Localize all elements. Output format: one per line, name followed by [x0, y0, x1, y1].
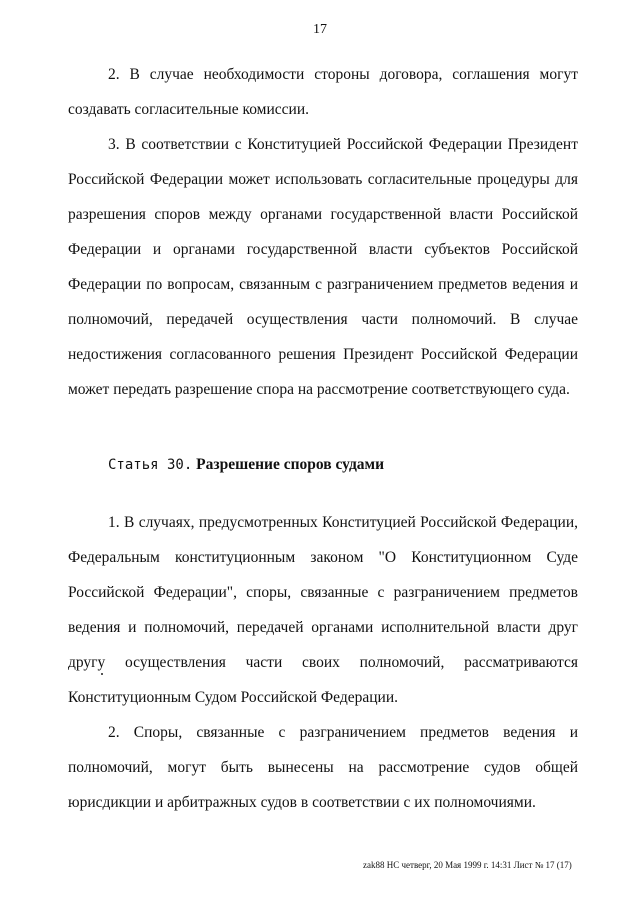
paragraph-3-president-procedures: 3. В соответствии с Конституцией Российской Федерации Президент Российской Федерации может использовать согласительные процедуры для разрешения споров между органами государственной власти Российской Федерации и органами государственной власти субъектов Российской Федерации по вопросам, связанным с разграничением предметов ведения и полномочий, передачей осуществления части полномочий. В случае недостижения согласованного решения Президент Российской Федерации может передать разрешение спора на рассмотрение соответствующего суда. [68, 136, 578, 398]
article-paragraph-1: 1. В случаях, предусмотренных Конституцией Российской Федерации, Федеральным конституционным законом "О Конституционном Суде Российской Федерации", споры, связанные с разграничением предметов ведения и полномочий, передачей органами исполнительной власти друг другу осуществления части своих полномочий, рассматриваются Конституционным Судом Российской Федерации. [68, 514, 578, 706]
page-footer: zak88 НС четверг, 20 Мая 1999 г. 14:31 Лист № 17 (17) [363, 860, 572, 870]
article-number: Статья 30. [108, 457, 193, 473]
article-heading [108, 456, 384, 474]
article-title: Разрешение споров судами [196, 456, 385, 473]
scan-mark [101, 673, 103, 675]
paragraph-2-commissions: 2. В случае необходимости стороны договора, соглашения могут создавать согласительные комиссии. [68, 66, 578, 118]
article-paragraph-2: 2. Споры, связанные с разграничением предметов ведения и полномочий, могут быть вынесены на рассмотрение судов общей юрисдикции и арбитражных судов в соответствии с их полномочиями. [68, 724, 578, 811]
page-number: 17 [313, 22, 327, 37]
